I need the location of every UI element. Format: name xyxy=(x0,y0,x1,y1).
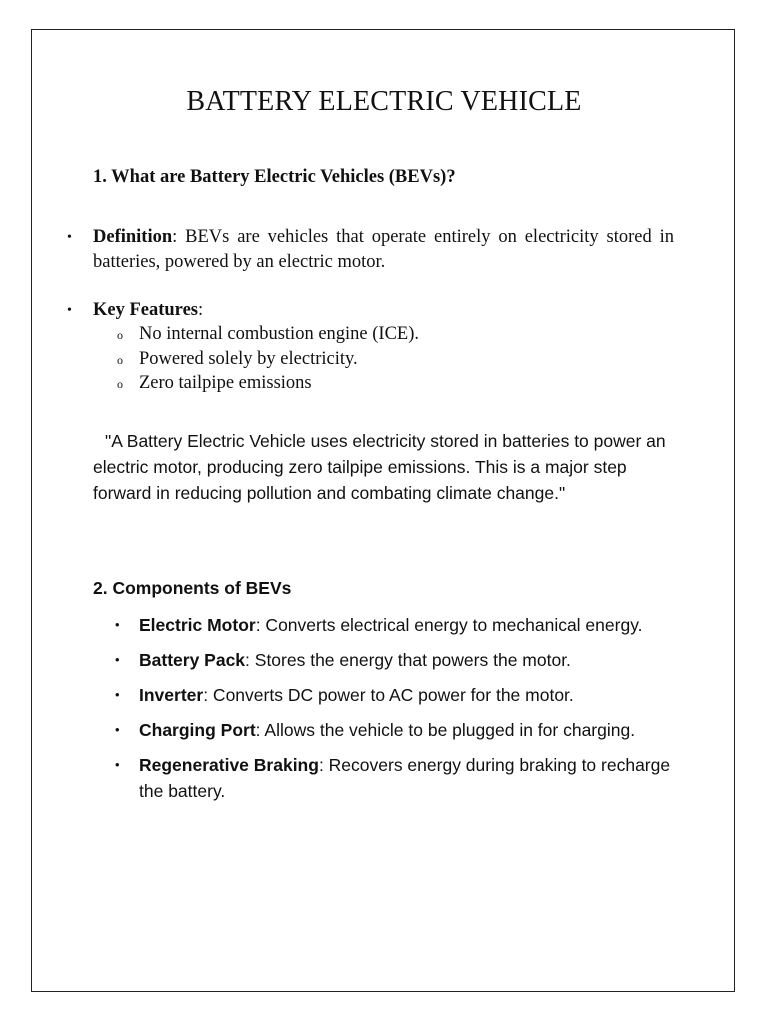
document-title: BATTERY ELECTRIC VEHICLE xyxy=(186,86,582,117)
component-text: : Recovers energy during braking to recharge the battery. xyxy=(139,755,671,801)
list-item-text: Zero tailpipe emissions xyxy=(139,373,312,393)
definition-text: : BEVs are vehicles that operate entirely on electricity stored in batteries, powered by an electric motor. xyxy=(93,227,674,272)
list-item-text: Powered solely by electricity. xyxy=(139,348,358,369)
component-text: : Stores the energy that powers the motor. xyxy=(245,650,571,670)
bullet-marker: • xyxy=(115,722,120,737)
component-term: Regenerative Braking xyxy=(139,755,319,775)
sub-bullet-marker: o xyxy=(117,328,123,342)
definition-term: Definition xyxy=(93,227,173,247)
sub-bullet-marker: o xyxy=(117,377,123,391)
components-list xyxy=(115,612,679,813)
bullet-marker: • xyxy=(115,617,120,632)
list-item-text: No internal combustion engine (ICE). xyxy=(139,324,420,344)
list-item xyxy=(115,717,679,743)
key-features-term: Key Features xyxy=(93,300,198,320)
bullet-marker: • xyxy=(115,757,120,772)
component-term: Battery Pack xyxy=(139,650,246,670)
list-item xyxy=(117,347,419,372)
list-item xyxy=(117,322,420,347)
list-item xyxy=(115,752,679,804)
bullet-marker: • xyxy=(67,303,72,318)
list-item xyxy=(115,612,679,638)
quote-paragraph: "A Battery Electric Vehicle uses electricity stored in batteries to power an electric motor, producing zero tailpipe emissions. This is a major step forward in reducing pollution and combating climate change." xyxy=(93,431,671,503)
list-item xyxy=(115,682,679,708)
definition-bullet xyxy=(67,225,674,275)
component-term: Charging Port xyxy=(139,720,256,740)
key-features-suffix: : xyxy=(197,300,204,320)
section-2-heading: 2. Components of BEVs xyxy=(93,578,292,598)
section-1-heading: 1. What are Battery Electric Vehicles (BEVs)? xyxy=(93,167,456,187)
bullet-marker: • xyxy=(115,652,120,667)
list-item xyxy=(117,371,419,396)
key-features-list xyxy=(117,322,420,396)
component-text: : Allows the vehicle to be plugged in for charging. xyxy=(255,720,636,740)
bullet-marker: • xyxy=(67,230,72,245)
component-text: : Converts DC power to AC power for the motor. xyxy=(203,685,574,705)
component-term: Inverter xyxy=(139,685,204,705)
component-term: Electric Motor xyxy=(139,615,256,635)
list-item xyxy=(115,647,679,673)
component-text: : Converts electrical energy to mechanical energy. xyxy=(255,615,643,635)
sub-bullet-marker: o xyxy=(117,352,123,367)
bullet-marker: • xyxy=(115,687,120,702)
key-features-bullet xyxy=(67,298,674,323)
